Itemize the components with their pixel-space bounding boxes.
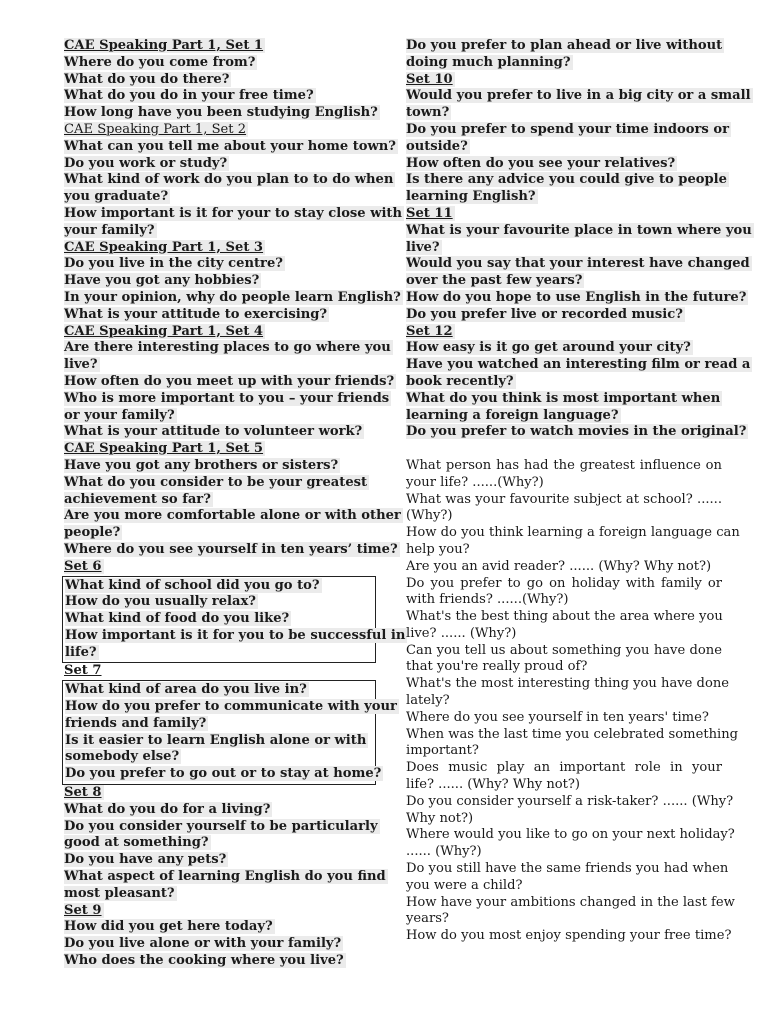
line-text: somebody else? <box>65 749 180 765</box>
line-text: CAE Speaking Part 1, Set 4 <box>64 323 264 339</box>
line-text: What do you do in your free time? <box>64 88 314 104</box>
question-line <box>64 919 372 936</box>
line-text: Have you got any brothers or sisters? <box>64 457 339 473</box>
question-line <box>64 802 372 819</box>
line-text: What person has had the greatest influence on <box>406 457 722 473</box>
question-line <box>64 307 372 324</box>
line-text: Do you prefer live or recorded music? <box>406 306 683 322</box>
prompt-line <box>406 928 732 945</box>
question-line <box>406 289 747 307</box>
line-text: Do you have any pets? <box>64 852 227 868</box>
line-text: learning a foreign language? <box>406 407 619 423</box>
line-text: Who is more important to you – your friends <box>64 390 390 406</box>
line-text: Where do you come from? <box>64 54 256 70</box>
question-line <box>406 240 722 257</box>
question-line <box>64 138 396 156</box>
set-6-box <box>62 576 406 664</box>
line-text: learning English? <box>406 189 536 205</box>
line-text: lately? <box>406 693 450 709</box>
line-text: Do you work or study? <box>64 155 228 171</box>
right-question-list <box>406 38 752 945</box>
line-text: How have your ambitions changed in the last few <box>406 894 735 910</box>
line-text: Would you say that your interest have changed <box>406 256 750 272</box>
line-text: What is your attitude to volunteer work? <box>64 424 363 440</box>
question-line <box>406 408 722 425</box>
line-text: Can you tell us about something you have done <box>406 642 722 658</box>
line-text: Do you consider yourself a risk-taker? ...... (Why? <box>406 793 734 809</box>
line-text: achievement so far? <box>64 491 211 507</box>
question-line <box>64 189 372 206</box>
set-7-heading: Set 7 <box>64 663 102 679</box>
set-heading <box>406 324 722 341</box>
line-text: live? <box>64 357 98 373</box>
set-heading <box>64 324 372 341</box>
question-line <box>64 475 372 492</box>
prompt-line <box>406 894 735 912</box>
line-text: What kind of area do you live in? <box>65 682 307 698</box>
prompt-line <box>406 827 735 844</box>
line-text: Where do you see yourself in ten years' time? <box>406 709 709 725</box>
line-text: How long have you been studying English? <box>64 105 378 121</box>
prompt-line <box>406 710 722 727</box>
prompt-line <box>406 676 730 693</box>
question-line <box>406 424 747 441</box>
question-line <box>64 869 386 886</box>
set-heading <box>64 559 372 576</box>
line-text: help you? <box>406 541 470 557</box>
line-text: important? <box>406 743 479 759</box>
prompt-line <box>406 760 722 777</box>
prompt-line <box>406 525 740 542</box>
question-line <box>64 72 372 89</box>
line-text: Would you prefer to live in a big city or a small <box>406 88 751 104</box>
line-text: What's the best thing about the area where you <box>406 609 723 625</box>
line-text: What can you tell me about your home town? <box>64 138 396 154</box>
question-line <box>406 307 722 324</box>
line-text: Are you an avid reader? ...... (Why? Why not?) <box>406 558 712 574</box>
line-text: Do you live alone or with your family? <box>64 936 342 952</box>
line-text: Is it easier to learn English alone or with <box>65 732 367 748</box>
set-heading <box>64 122 372 139</box>
question-line <box>65 627 406 645</box>
line-text: Do you prefer to go on holiday with family or <box>406 575 722 591</box>
prompt-line <box>406 861 729 878</box>
line-text: How do you most enjoy spending your free time? <box>406 928 732 944</box>
question-line <box>64 886 372 903</box>
line-text: ...... (Why?) <box>406 844 482 860</box>
question-line <box>406 391 722 408</box>
question-line <box>64 390 390 408</box>
question-line <box>65 699 397 716</box>
line-text: Do you live in the city centre? <box>64 256 283 272</box>
line-text: Do you still have the same friends you had when <box>406 861 729 877</box>
question-line <box>64 340 391 357</box>
prompt-line <box>406 576 722 593</box>
question-line <box>65 645 373 662</box>
set-heading <box>64 785 372 802</box>
question-line <box>65 749 373 766</box>
line-text: How do you hope to use English in the future? <box>406 289 747 305</box>
question-line <box>64 205 403 223</box>
question-line <box>406 121 729 139</box>
prompt-line <box>406 559 722 576</box>
line-text: CAE Speaking Part 1, Set 5 <box>64 441 264 457</box>
prompt-line <box>406 458 722 475</box>
question-line <box>406 172 727 189</box>
line-text: What aspect of learning English do you find <box>64 869 386 885</box>
line-text: How do you think learning a foreign language can <box>406 525 740 541</box>
line-text: CAE Speaking Part 1, Set 1 <box>64 38 264 53</box>
line-text: over the past few years? <box>406 273 583 289</box>
prompt-line <box>406 844 722 861</box>
line-text: Set 12 <box>406 323 453 339</box>
question-line <box>406 189 722 206</box>
prompt-line <box>406 492 722 509</box>
line-text: (Why?) <box>406 508 453 524</box>
question-line <box>64 273 372 290</box>
question-line <box>64 525 372 542</box>
line-text: What do you do there? <box>64 71 230 87</box>
line-text: Do you prefer to go out or to stay at home? <box>65 766 382 782</box>
line-text: life? ...... (Why? Why not?) <box>406 777 581 793</box>
question-line <box>65 578 373 595</box>
question-line <box>64 835 372 852</box>
line-text: How do you usually relax? <box>65 594 256 610</box>
left-question-list <box>64 38 403 576</box>
line-text: that you're really proud of? <box>406 659 588 675</box>
line-text: Have you got any hobbies? <box>64 273 260 289</box>
line-text: most pleasant? <box>64 885 175 901</box>
line-text: When was the last time you celebrated something <box>406 726 739 742</box>
line-text: live? ...... (Why?) <box>406 625 517 641</box>
line-text: Do you prefer to spend your time indoors or <box>406 121 729 137</box>
set-7-box <box>62 680 397 785</box>
question-line <box>64 223 372 240</box>
line-text: Have you watched an interesting film or read a <box>406 357 751 373</box>
line-text: people? <box>64 525 121 541</box>
line-text: Where do you see yourself in ten years’ time? <box>64 541 398 557</box>
line-text: Do you prefer to watch movies in the original? <box>406 424 747 440</box>
line-text: How did you get here today? <box>64 919 273 935</box>
line-text: Set 11 <box>406 205 453 221</box>
line-text: What kind of food do you like? <box>65 611 290 627</box>
prompt-line <box>406 542 722 559</box>
line-text: years? <box>406 911 449 927</box>
prompt-line <box>406 911 722 928</box>
prompt-line <box>406 643 722 660</box>
question-line <box>64 408 372 425</box>
line-text: CAE Speaking Part 1, Set 2 <box>64 121 247 137</box>
question-line <box>64 936 372 953</box>
line-text: book recently? <box>406 373 514 389</box>
question-line <box>406 256 750 273</box>
right-column <box>406 38 752 945</box>
question-line <box>64 172 394 189</box>
set-heading <box>64 441 372 458</box>
question-line <box>65 611 373 628</box>
line-text: Do you consider yourself to be particularly <box>64 818 378 834</box>
line-text: How often do you see your relatives? <box>406 155 676 171</box>
line-text: What was your favourite subject at school? ...... <box>406 491 722 507</box>
line-text: What do you consider to be your greatest <box>64 474 368 490</box>
prompt-line <box>406 508 722 525</box>
line-text: your life? ......(Why?) <box>406 474 544 490</box>
question-line <box>406 139 722 156</box>
prompt-line <box>406 726 739 744</box>
line-text: Where would you like to go on your next holiday? <box>406 827 735 843</box>
question-line <box>64 105 378 122</box>
set-heading <box>406 206 722 223</box>
line-text: friends and family? <box>65 715 207 731</box>
line-text: How do you prefer to communicate with your <box>65 699 397 715</box>
question-line <box>64 289 401 307</box>
question-line <box>406 340 722 357</box>
question-line <box>64 492 372 509</box>
line-text: with friends? ......(Why?) <box>406 592 569 608</box>
question-line <box>65 682 373 699</box>
line-text: town? <box>406 105 450 121</box>
line-text: Do you prefer to plan ahead or live without <box>406 38 723 53</box>
question-line <box>64 55 372 72</box>
line-text: How easy is it go get around your city? <box>406 340 691 356</box>
line-text: How important is it for your to stay close with <box>64 205 403 221</box>
set-heading <box>64 903 372 920</box>
line-text: In your opinion, why do people learn English? <box>64 289 401 305</box>
question-line <box>406 55 722 72</box>
question-line <box>64 541 398 559</box>
line-text: Is there any advice you could give to people <box>406 172 727 188</box>
left-column <box>64 38 406 970</box>
line-text: Set 8 <box>64 785 102 801</box>
question-line <box>64 458 372 475</box>
question-line <box>406 357 751 374</box>
prompt-line <box>406 777 722 794</box>
set-heading <box>64 240 372 257</box>
line-text: Who does the cooking where you live? <box>64 953 344 969</box>
line-text: What is your attitude to exercising? <box>64 306 328 322</box>
line-text: outside? <box>406 138 468 154</box>
line-text: What do you do for a living? <box>64 801 271 817</box>
line-text: you graduate? <box>64 189 169 205</box>
line-text: What kind of school did you go to? <box>65 577 320 593</box>
line-text: Set 9 <box>64 902 102 918</box>
question-line <box>406 273 722 290</box>
line-text: Why not?) <box>406 810 474 826</box>
question-line <box>64 508 401 525</box>
question-line <box>64 424 372 441</box>
line-text: What kind of work do you plan to to do when <box>64 172 394 188</box>
line-text: your family? <box>64 222 155 238</box>
question-line <box>64 256 372 273</box>
question-line <box>64 953 372 970</box>
line-text: live? <box>406 239 440 255</box>
prompt-line <box>406 609 722 626</box>
line-text: Does music play an important role in your <box>406 760 722 776</box>
question-line <box>406 38 722 55</box>
set-heading <box>406 72 722 89</box>
spacer <box>406 441 722 458</box>
line-text: you were a child? <box>406 877 523 893</box>
prompt-line <box>406 743 722 760</box>
question-line <box>406 105 722 122</box>
question-line <box>65 594 373 611</box>
line-text: good at something? <box>64 835 209 851</box>
line-text: or your family? <box>64 407 175 423</box>
question-line <box>64 88 372 105</box>
left-question-list-tail <box>64 785 386 970</box>
line-text: What do you think is most important when <box>406 390 721 406</box>
line-text: How important is it for you to be successful in <box>65 627 406 643</box>
line-text: What is your favourite place in town where you <box>406 222 752 238</box>
line-text: Set 10 <box>406 71 453 87</box>
line-text: How often do you meet up with your friends? <box>64 373 395 389</box>
line-text: Are there interesting places to go where you <box>64 340 391 356</box>
prompt-line <box>406 659 722 676</box>
question-line <box>65 766 382 783</box>
question-line <box>64 373 395 391</box>
line-text: CAE Speaking Part 1, Set 3 <box>64 239 264 255</box>
set-heading <box>64 38 372 55</box>
line-text: life? <box>65 644 97 660</box>
question-line <box>64 818 378 836</box>
question-line <box>406 374 722 391</box>
prompt-line <box>406 626 722 643</box>
question-line <box>64 357 372 374</box>
prompt-line <box>406 878 722 895</box>
line-text: Set 6 <box>64 558 102 574</box>
prompt-line <box>406 811 722 828</box>
question-line <box>406 88 751 105</box>
line-text: Are you more comfortable alone or with other <box>64 508 401 524</box>
question-line <box>64 852 372 869</box>
prompt-line <box>406 592 722 609</box>
prompt-line <box>406 475 722 492</box>
question-line <box>406 156 722 173</box>
question-line <box>406 222 752 240</box>
question-line <box>65 733 373 750</box>
prompt-line <box>406 793 734 811</box>
question-line <box>65 716 373 733</box>
question-line <box>64 156 372 173</box>
line-text: What's the most interesting thing you have done <box>406 676 730 692</box>
line-text: doing much planning? <box>406 54 571 70</box>
prompt-line <box>406 693 722 710</box>
